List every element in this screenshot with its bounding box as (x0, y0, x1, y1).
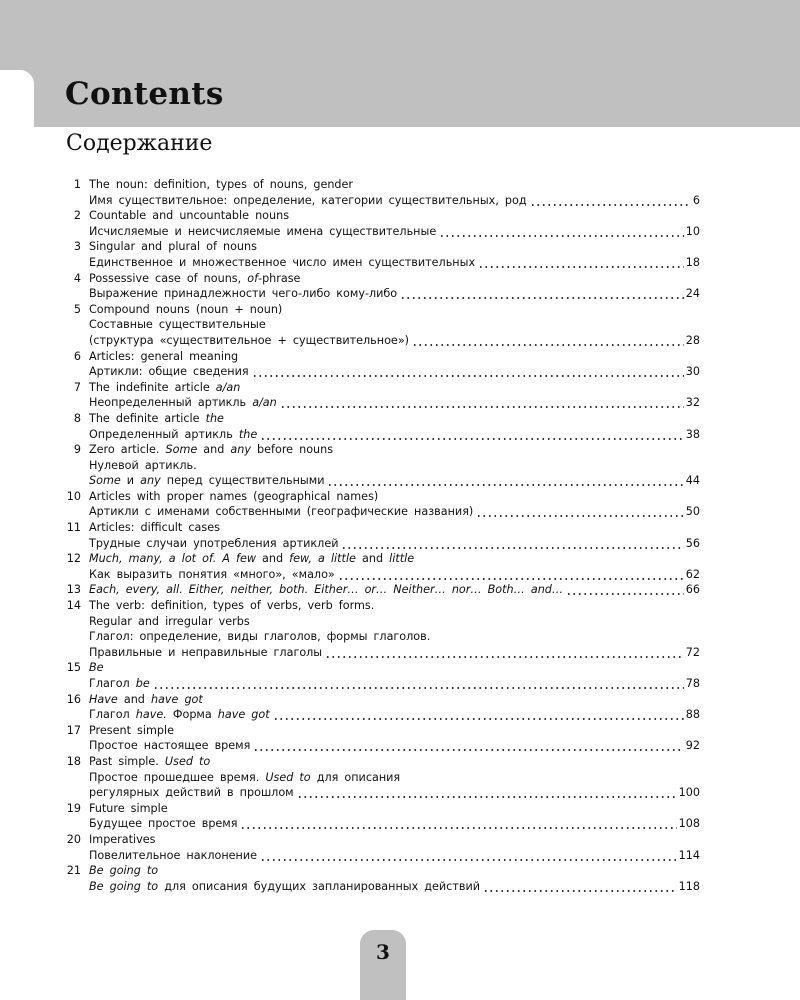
entry-text: для описания (310, 770, 401, 784)
entry-text: Imperatives (89, 832, 156, 846)
entry-text: Regular and irregular verbs (89, 614, 250, 628)
entry-text: and (256, 552, 290, 566)
entry-page-number: 62 (685, 567, 700, 581)
entry-text: Простое прошедшее время. (89, 770, 266, 784)
entry-line (89, 349, 700, 365)
entry-number: 1 (73, 178, 81, 191)
entry-text: have got (217, 708, 270, 722)
entry-text: Как выразить понятия «много», «мало» (89, 567, 335, 581)
entry-line (89, 427, 700, 443)
entry-page-number: 92 (685, 739, 700, 753)
entry-text: Singular and plural of nouns (89, 240, 257, 254)
entry-lines (89, 489, 700, 520)
entry-lines (89, 349, 700, 380)
entry-text: Used to (164, 754, 211, 768)
entry-text: the (238, 427, 258, 441)
entry-number: 4 (73, 271, 81, 285)
entry-page-number: 24 (685, 287, 700, 301)
entry-text: регулярных действий в прошлом (89, 786, 294, 800)
entry-text: a/an (252, 396, 277, 410)
entry-text: Each, every, all. Either, neither, both. Either… or… Neither… nor… Both… and… (89, 583, 564, 597)
entry-text: Глагол (89, 677, 136, 690)
entry-text: have. (135, 708, 167, 722)
entry-text: The noun: definition, types of nouns, gender (89, 178, 354, 191)
entry-lines (89, 411, 700, 442)
entry-line (89, 707, 700, 723)
entry-text: Составные существительные (89, 318, 266, 332)
entry-line (89, 629, 700, 645)
entry-line (89, 692, 700, 708)
toc-entry[interactable] (50, 442, 700, 489)
entry-text: Compound nouns (noun + noun) (89, 302, 283, 316)
entry-text: перед существительными (160, 474, 325, 488)
entry-number: 21 (66, 864, 81, 878)
entry-text: Articles with proper names (geographical names) (89, 489, 379, 503)
toc-entry[interactable] (50, 660, 700, 691)
entry-line (89, 582, 700, 598)
entry-lines (89, 692, 700, 723)
entry-line (89, 489, 700, 505)
entry-text: Past simple. (89, 754, 165, 768)
entry-number: 5 (73, 302, 81, 316)
entry-lines (89, 723, 700, 754)
entry-text: Единственное и множественное число имен существительных (89, 255, 476, 269)
entry-text: Countable and uncountable nouns (89, 209, 290, 223)
entry-line (89, 738, 700, 754)
entry-text: Articles: difficult cases (89, 521, 220, 535)
dot-leader (153, 676, 684, 692)
entry-number: 6 (73, 349, 81, 363)
entry-lines (89, 520, 700, 551)
entry-line (89, 473, 700, 489)
entry-number: 7 (73, 380, 81, 394)
entry-page-number: 30 (685, 365, 700, 379)
dot-leader (240, 816, 676, 832)
entry-text: Be going to (89, 879, 159, 893)
toc-entry[interactable] (50, 863, 700, 894)
entry-number: 12 (66, 552, 81, 566)
entry-text: Глагол: определение, виды глаголов, формы глаголов. (89, 630, 431, 644)
entry-page-number: 18 (685, 255, 700, 269)
entry-line (89, 536, 700, 552)
entry-text: Неопределенный артикль (89, 396, 253, 410)
entry-line (89, 208, 700, 224)
entry-number: 18 (66, 754, 81, 768)
entry-number: 2 (73, 209, 81, 223)
entry-text: Артикли: общие сведения (89, 365, 249, 379)
dot-leader (478, 255, 684, 271)
entry-page-number: 72 (685, 645, 700, 659)
entry-lines (89, 582, 700, 598)
entry-line (89, 520, 700, 536)
entry-text: Zero article. (89, 443, 166, 457)
entry-text: The indefinite article (89, 380, 216, 394)
toc-entry[interactable] (50, 271, 700, 302)
entry-lines (89, 239, 700, 270)
entry-line (89, 660, 700, 676)
entry-text: Possessive case of nouns, (89, 271, 248, 285)
entry-text: of (247, 271, 259, 285)
dot-leader (280, 395, 684, 411)
entry-text: и (120, 474, 141, 488)
page-number-tab (360, 930, 406, 1000)
entry-text: Be going to (89, 864, 159, 878)
entry-lines (89, 832, 700, 863)
dot-leader (260, 848, 677, 864)
entry-text: and (197, 443, 231, 457)
entry-line (89, 770, 700, 786)
toc-entry[interactable] (50, 208, 700, 239)
entry-line (89, 567, 700, 583)
entry-line (89, 364, 700, 380)
entry-text: have got (150, 692, 203, 706)
entry-lines (89, 801, 700, 832)
entry-number: 11 (66, 521, 81, 535)
entry-line (89, 271, 700, 287)
entry-number: 19 (66, 801, 81, 815)
dot-leader (338, 567, 684, 583)
entry-number: 14 (66, 599, 81, 613)
entry-text: be (135, 677, 150, 690)
dot-leader (341, 536, 683, 552)
entry-page-number: 6 (692, 193, 700, 207)
entry-text: and (355, 552, 390, 566)
entry-page-number: 56 (685, 536, 700, 550)
dot-leader (400, 286, 684, 302)
entry-page-number: 108 (678, 817, 700, 831)
entry-text: Нулевой артикль. (89, 458, 197, 472)
entry-lines (89, 442, 700, 489)
entry-line (89, 177, 700, 193)
entry-text: Определенный артикль (89, 427, 239, 441)
dot-leader (297, 785, 677, 801)
entry-text: any (230, 443, 251, 457)
toc-entry[interactable] (50, 239, 700, 270)
entry-text: The verb: definition, types of verbs, verb forms. (89, 599, 375, 613)
entry-line (89, 458, 700, 474)
entry-number: 17 (66, 723, 81, 737)
entry-line (89, 785, 700, 801)
toc-entry[interactable] (50, 723, 700, 754)
entry-line (89, 801, 700, 817)
entry-number: 3 (73, 240, 81, 254)
entry-text: the (205, 411, 224, 425)
entry-lines (89, 177, 700, 208)
entry-line (89, 504, 700, 520)
entry-text: before nouns (251, 443, 334, 457)
entry-line (89, 832, 700, 848)
entry-number: 16 (66, 692, 81, 706)
entry-text: -phrase (258, 271, 301, 285)
entry-text: a/an (215, 380, 241, 394)
toc-entry[interactable] (50, 692, 700, 723)
entry-line (89, 317, 700, 333)
entry-text: any (140, 474, 161, 488)
entry-text: Some (165, 443, 198, 457)
entry-line (89, 193, 700, 209)
entry-text: and (117, 692, 151, 706)
toc-entry[interactable] (50, 349, 700, 380)
entry-line (89, 614, 700, 630)
entry-text: Used to (265, 770, 311, 784)
toc-entry[interactable] (50, 520, 700, 551)
entry-text: Выражение принадлежности чего-либо кому-либо (89, 287, 398, 301)
entry-line (89, 816, 700, 832)
entry-page-number: 66 (685, 583, 700, 597)
entry-lines (89, 598, 700, 660)
entry-page-number: 88 (685, 708, 700, 722)
dot-leader (327, 473, 683, 489)
entry-line (89, 676, 700, 692)
entry-page-number: 28 (685, 333, 700, 347)
table-of-contents (50, 177, 700, 894)
toc-entry[interactable] (50, 832, 700, 863)
entry-number: 20 (66, 832, 81, 846)
toc-entry[interactable] (50, 582, 700, 598)
entry-text: Future simple (89, 801, 168, 815)
toc-entry[interactable] (50, 411, 700, 442)
dot-leader (483, 879, 677, 895)
toc-entry[interactable] (50, 177, 700, 208)
entry-lines (89, 551, 700, 582)
entry-line (89, 442, 700, 458)
toc-entry[interactable] (50, 302, 700, 349)
entry-text: Глагол (89, 708, 136, 722)
entry-text: few, a little (289, 552, 356, 566)
dot-leader (252, 364, 684, 380)
entry-text: Имя существительное: определение, категории существительных, род (89, 193, 527, 207)
toc-entry[interactable] (50, 551, 700, 582)
entry-line (89, 598, 700, 614)
entry-line (89, 255, 700, 271)
entry-text: Be (89, 661, 104, 675)
entry-page-number: 78 (685, 677, 700, 690)
dot-leader (325, 645, 684, 661)
entry-lines (89, 660, 700, 691)
entry-line (89, 411, 700, 427)
entry-number: 13 (66, 583, 81, 597)
entry-line (89, 286, 700, 302)
page-number: 3 (376, 940, 390, 964)
header-notch (0, 70, 34, 130)
toc-entry[interactable] (50, 801, 700, 832)
entry-lines (89, 271, 700, 302)
entry-page-number: 10 (685, 224, 700, 238)
entry-page-number: 38 (685, 427, 700, 441)
entry-text: Present simple (89, 723, 174, 737)
entry-text: Будущее простое время (89, 817, 238, 831)
dot-leader (476, 504, 683, 520)
entry-line (89, 239, 700, 255)
toc-entry[interactable] (50, 380, 700, 411)
entry-text: Have (89, 692, 118, 706)
entry-text: Some (89, 474, 121, 488)
entry-text: Форма (166, 708, 218, 722)
entry-text: The definite article (89, 411, 206, 425)
entry-text: (структура «существительное + существительное») (89, 333, 410, 347)
entry-line (89, 645, 700, 661)
entry-lines (89, 302, 700, 349)
entry-text: little (389, 552, 415, 566)
entry-lines (89, 863, 700, 894)
entry-number: 10 (66, 489, 81, 503)
entry-lines (89, 380, 700, 411)
entry-text: Much, many, a lot of. A few (89, 552, 256, 566)
entry-line (89, 395, 700, 411)
toc-entry[interactable] (50, 598, 700, 660)
entry-text: Повелительное наклонение (89, 848, 257, 862)
entry-line (89, 224, 700, 240)
entry-page-number: 100 (678, 786, 700, 800)
entry-line (89, 754, 700, 770)
dot-leader (253, 738, 683, 754)
toc-entry[interactable] (50, 754, 700, 801)
dot-leader (439, 224, 684, 240)
entry-page-number: 118 (678, 879, 700, 893)
entry-lines (89, 208, 700, 239)
entry-text: Исчисляемые и неисчисляемые имена существительные (89, 224, 437, 238)
entry-line (89, 551, 700, 567)
entry-line (89, 723, 700, 739)
entry-number: 15 (66, 661, 81, 675)
entry-number: 9 (73, 443, 81, 457)
dot-leader (260, 427, 684, 443)
page-title: Contents (65, 76, 224, 112)
entry-number: 8 (73, 411, 81, 425)
dot-leader (530, 193, 691, 209)
header-notch-corner (34, 100, 64, 127)
dot-leader (566, 582, 684, 598)
dot-leader (273, 707, 684, 723)
toc-entry[interactable] (50, 489, 700, 520)
entry-text: Articles: general meaning (89, 349, 239, 363)
entry-text: Артикли с именами собственными (географические названия) (89, 505, 474, 519)
entry-lines (89, 754, 700, 801)
entry-line (89, 302, 700, 318)
entry-line (89, 333, 700, 349)
entry-text: Трудные случаи употребления артиклей (89, 536, 339, 550)
dot-leader (412, 333, 684, 349)
entry-page-number: 32 (685, 396, 700, 410)
entry-line (89, 380, 700, 396)
entry-text: для описания будущих запланированных действий (158, 879, 480, 893)
entry-text: Простое настоящее время (89, 739, 251, 753)
entry-page-number: 50 (685, 505, 700, 519)
entry-text: Правильные и неправильные глаголы (89, 645, 323, 659)
entry-line (89, 848, 700, 864)
page-subtitle: Содержание (66, 131, 213, 156)
entry-page-number: 44 (685, 474, 700, 488)
entry-line (89, 863, 700, 879)
entry-line (89, 879, 700, 895)
entry-page-number: 114 (678, 848, 700, 862)
